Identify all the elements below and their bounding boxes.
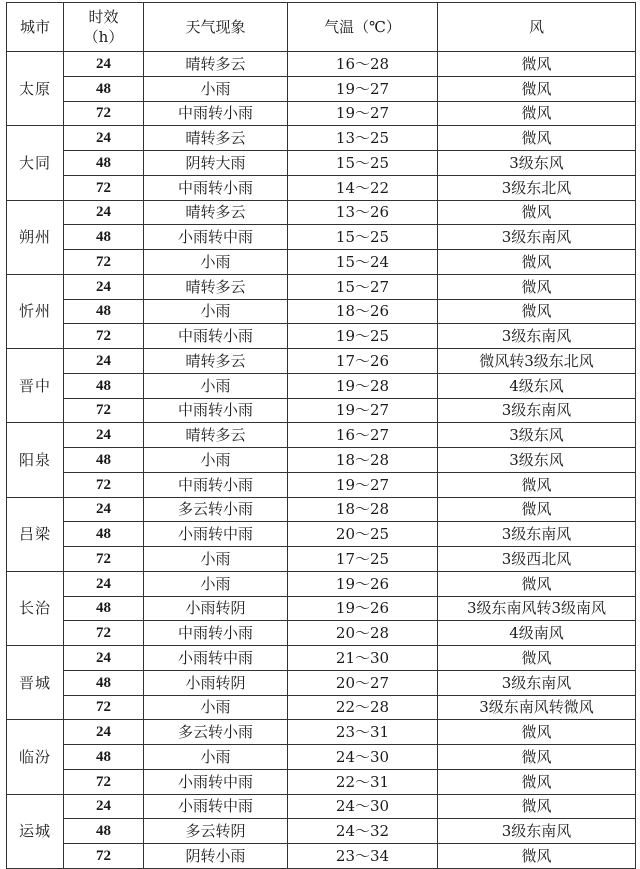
table-row [7,769,636,794]
city-name-cell: 阳泉 [7,423,64,497]
wind-cell: 微风 [438,101,636,126]
table-row [7,76,636,101]
temperature-cell: 19～25 [288,324,438,349]
weather-cell: 小雨 [144,76,288,101]
period-cell: 72 [64,250,144,275]
table-row [7,522,636,547]
period-cell: 24 [64,794,144,819]
period-cell: 48 [64,596,144,621]
wind-cell: 3级东风 [438,151,636,176]
period-cell: 72 [64,101,144,126]
weather-cell: 晴转多云 [144,126,288,151]
table-row [7,497,636,522]
period-cell: 24 [64,349,144,374]
weather-cell: 中雨转小雨 [144,398,288,423]
wind-cell: 微风转3级东北风 [438,349,636,374]
temperature-cell: 18～28 [288,448,438,473]
wind-cell: 微风 [438,299,636,324]
temperature-cell: 19～26 [288,571,438,596]
wind-cell: 微风 [438,250,636,275]
temperature-cell: 20～27 [288,670,438,695]
table-row [7,844,636,869]
table-row [7,324,636,349]
header-period-line2: （h） [83,28,124,46]
city-name-cell: 长治 [7,571,64,645]
period-cell: 72 [64,398,144,423]
temperature-cell: 20～25 [288,522,438,547]
table-row [7,373,636,398]
weather-cell: 小雨转阴 [144,596,288,621]
city-name-cell: 忻州 [7,274,64,348]
period-cell: 24 [64,571,144,596]
temperature-cell: 13～25 [288,126,438,151]
city-name-cell: 运城 [7,794,64,868]
weather-cell: 小雨 [144,250,288,275]
table-row [7,52,636,77]
table-row [7,398,636,423]
table-row [7,175,636,200]
weather-cell: 中雨转小雨 [144,175,288,200]
weather-cell: 小雨转中雨 [144,225,288,250]
wind-cell: 微风 [438,126,636,151]
temperature-cell: 15～25 [288,225,438,250]
temperature-cell: 19～26 [288,596,438,621]
period-cell: 72 [64,621,144,646]
temperature-cell: 23～34 [288,844,438,869]
table-body [7,52,636,869]
temperature-cell: 16～28 [288,52,438,77]
header-period-line1: 时效 [88,8,119,26]
wind-cell: 3级西北风 [438,547,636,572]
weather-cell: 晴转多云 [144,52,288,77]
wind-cell: 微风 [438,52,636,77]
weather-cell: 小雨转中雨 [144,794,288,819]
period-cell: 24 [64,423,144,448]
period-cell: 48 [64,76,144,101]
period-cell: 48 [64,819,144,844]
weather-cell: 小雨转中雨 [144,522,288,547]
table-row [7,571,636,596]
period-cell: 48 [64,670,144,695]
weather-cell: 中雨转小雨 [144,472,288,497]
header-wind: 风 [438,3,636,52]
wind-cell: 微风 [438,571,636,596]
wind-cell: 3级东风 [438,423,636,448]
period-cell: 72 [64,324,144,349]
temperature-cell: 18～28 [288,497,438,522]
wind-cell: 3级东南风 [438,398,636,423]
weather-cell: 小雨 [144,373,288,398]
wind-cell: 微风 [438,769,636,794]
temperature-cell: 13～26 [288,200,438,225]
temperature-cell: 19～27 [288,398,438,423]
table-row [7,472,636,497]
period-cell: 24 [64,646,144,671]
weather-cell: 多云转小雨 [144,720,288,745]
wind-cell: 微风 [438,844,636,869]
period-cell: 72 [64,175,144,200]
temperature-cell: 18～26 [288,299,438,324]
temperature-cell: 24～30 [288,794,438,819]
wind-cell: 3级东南风 [438,324,636,349]
temperature-cell: 19～27 [288,76,438,101]
period-cell: 48 [64,448,144,473]
table-row [7,299,636,324]
weather-cell: 晴转多云 [144,423,288,448]
temperature-cell: 21～30 [288,646,438,671]
table-row [7,274,636,299]
weather-cell: 小雨 [144,547,288,572]
weather-cell: 小雨转阴 [144,670,288,695]
temperature-cell: 24～32 [288,819,438,844]
temperature-cell: 19～28 [288,373,438,398]
header-row [7,3,636,52]
city-name-cell: 朔州 [7,200,64,274]
period-cell: 72 [64,472,144,497]
weather-cell: 晴转多云 [144,200,288,225]
period-cell: 72 [64,695,144,720]
table-row [7,225,636,250]
weather-cell: 小雨转中雨 [144,646,288,671]
period-cell: 48 [64,745,144,770]
period-cell: 24 [64,720,144,745]
header-temperature: 气温（℃） [288,3,438,52]
wind-cell: 3级东南风转微风 [438,695,636,720]
forecast-table [6,2,636,869]
weather-cell: 小雨 [144,695,288,720]
wind-cell: 微风 [438,745,636,770]
wind-cell: 4级南风 [438,621,636,646]
wind-cell: 3级东南风 [438,819,636,844]
wind-cell: 4级东风 [438,373,636,398]
table-row [7,101,636,126]
table-row [7,547,636,572]
city-name-cell: 晋城 [7,646,64,720]
wind-cell: 微风 [438,720,636,745]
temperature-cell: 23～31 [288,720,438,745]
wind-cell: 3级东南风 [438,522,636,547]
city-name-cell: 太原 [7,52,64,126]
city-name-cell: 吕梁 [7,497,64,571]
temperature-cell: 19～27 [288,472,438,497]
table-row [7,621,636,646]
table-row [7,695,636,720]
wind-cell: 微风 [438,497,636,522]
header-city: 城市 [7,3,64,52]
period-cell: 48 [64,151,144,176]
period-cell: 24 [64,274,144,299]
temperature-cell: 15～27 [288,274,438,299]
city-name-cell: 大同 [7,126,64,200]
temperature-cell: 22～28 [288,695,438,720]
weather-cell: 多云转小雨 [144,497,288,522]
period-cell: 48 [64,522,144,547]
table-row [7,423,636,448]
temperature-cell: 17～25 [288,547,438,572]
forecast-table-container [6,2,635,869]
weather-cell: 小雨 [144,571,288,596]
temperature-cell: 24～30 [288,745,438,770]
wind-cell: 3级东北风 [438,175,636,200]
table-row [7,646,636,671]
city-name-cell: 临汾 [7,720,64,794]
header-period [64,3,144,52]
table-row [7,349,636,374]
period-cell: 24 [64,52,144,77]
wind-cell: 微风 [438,76,636,101]
table-row [7,670,636,695]
temperature-cell: 16～27 [288,423,438,448]
weather-cell: 中雨转小雨 [144,324,288,349]
wind-cell: 微风 [438,646,636,671]
wind-cell: 微风 [438,274,636,299]
weather-cell: 小雨转中雨 [144,769,288,794]
table-row [7,200,636,225]
table-row [7,250,636,275]
wind-cell: 微风 [438,200,636,225]
weather-cell: 阴转小雨 [144,844,288,869]
period-cell: 72 [64,769,144,794]
table-row [7,745,636,770]
period-cell: 24 [64,497,144,522]
weather-cell: 小雨 [144,448,288,473]
period-cell: 48 [64,299,144,324]
temperature-cell: 20～28 [288,621,438,646]
header-weather: 天气现象 [144,3,288,52]
temperature-cell: 19～27 [288,101,438,126]
temperature-cell: 22～31 [288,769,438,794]
wind-cell: 微风 [438,794,636,819]
weather-cell: 小雨 [144,745,288,770]
table-row [7,596,636,621]
city-name-cell: 晋中 [7,349,64,423]
weather-cell: 阴转大雨 [144,151,288,176]
period-cell: 24 [64,200,144,225]
weather-cell: 小雨 [144,299,288,324]
wind-cell: 3级东南风转3级南风 [438,596,636,621]
period-cell: 48 [64,225,144,250]
period-cell: 72 [64,547,144,572]
temperature-cell: 15～24 [288,250,438,275]
period-cell: 72 [64,844,144,869]
weather-cell: 中雨转小雨 [144,101,288,126]
weather-cell: 晴转多云 [144,274,288,299]
weather-cell: 中雨转小雨 [144,621,288,646]
weather-cell: 多云转阴 [144,819,288,844]
temperature-cell: 14～22 [288,175,438,200]
table-row [7,126,636,151]
period-cell: 48 [64,373,144,398]
weather-cell: 晴转多云 [144,349,288,374]
wind-cell: 3级东南风 [438,225,636,250]
temperature-cell: 15～25 [288,151,438,176]
table-row [7,720,636,745]
table-row [7,794,636,819]
period-cell: 24 [64,126,144,151]
wind-cell: 微风 [438,472,636,497]
wind-cell: 3级东风 [438,448,636,473]
temperature-cell: 17～26 [288,349,438,374]
table-row [7,448,636,473]
table-row [7,151,636,176]
wind-cell: 3级东南风 [438,670,636,695]
table-row [7,819,636,844]
